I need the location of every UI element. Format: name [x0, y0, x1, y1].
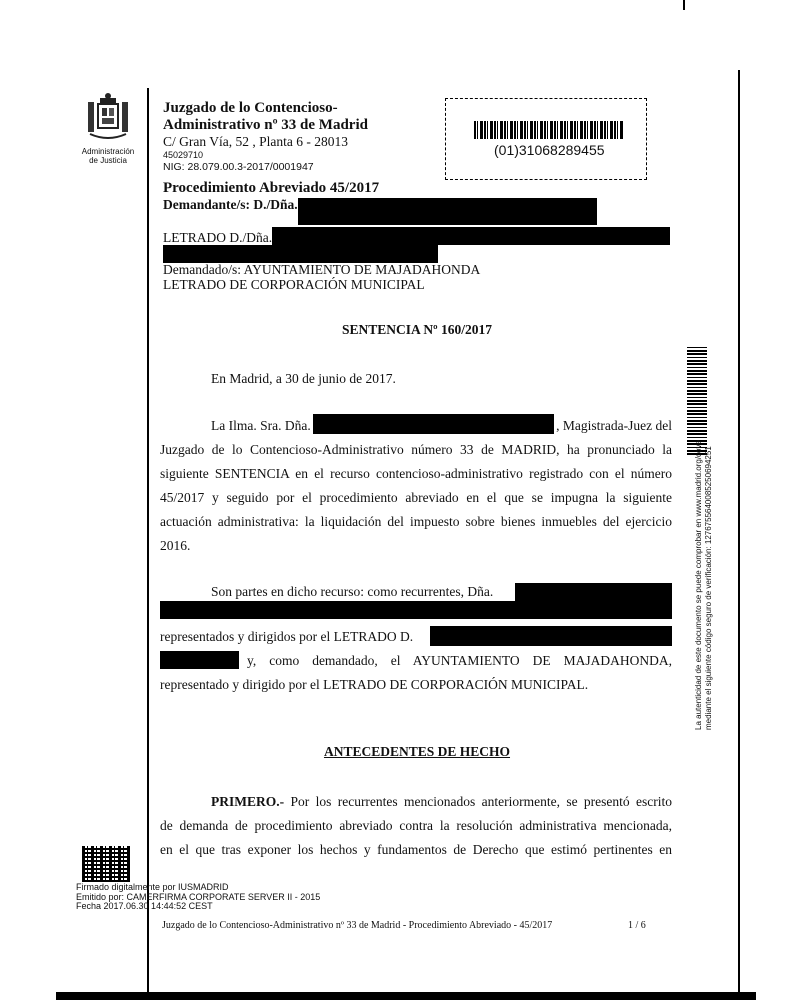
redaction-lawyer-name-2: [163, 245, 438, 263]
footer-text: Juzgado de lo Contencioso-Administrativo nº 33 de Madrid - Procedimiento Abreviado - 45/2017: [162, 920, 553, 931]
redaction-judge-name: [313, 414, 554, 434]
coat-of-arms-logo: [80, 92, 136, 164]
redaction-appellant-name-2: [160, 601, 672, 619]
logo-caption-line2: de Justicia: [89, 156, 127, 165]
nig-number: NIG: 28.079.00.3-2017/0001947: [163, 161, 314, 173]
court-address: C/ Gran Vía, 52 , Planta 6 - 28013: [163, 134, 348, 149]
para1-line6: 2016.: [160, 538, 191, 553]
plaintiff-label: Demandante/s: D./Dña.: [163, 197, 298, 212]
crest-icon: [80, 92, 136, 142]
para3-line2: de demanda de procedimiento abreviado contra la resolución administrativa mencionada,: [160, 818, 672, 833]
redaction-appellant-name-1: [515, 583, 672, 603]
para3-line1-text: Por los recurrentes mencionados anteriormente, se presentó escrito: [284, 794, 672, 809]
procedure-number: Procedimiento Abreviado 45/2017: [163, 180, 380, 196]
barcode-box: [445, 98, 647, 180]
barcode-number: (01)31068289455: [494, 142, 605, 158]
redaction-appellant-lawyer-2: [160, 651, 239, 669]
para1-after-redact: , Magistrada-Juez del: [556, 418, 672, 433]
digital-signature-stamp: [76, 883, 320, 912]
top-edge-mark: [683, 0, 685, 10]
court-header: [163, 100, 463, 174]
redaction-plaintiff-name: [298, 198, 597, 225]
signature-line1: Firmado digitalmente por IUSMADRID: [76, 882, 229, 892]
redaction-appellant-lawyer-1: [430, 626, 672, 646]
bottom-scan-bar: [56, 992, 756, 1000]
redaction-lawyer-name-1: [272, 227, 670, 245]
section-title-antecedentes: ANTECEDENTES DE HECHO: [323, 744, 511, 759]
para2-line3: representados y dirigidos por el LETRADO D.: [160, 629, 414, 644]
para1-line4: 45/2017 y seguido por el procedimiento abreviado en el que se impugna la siguiente: [160, 490, 672, 505]
para3-lead: PRIMERO.-: [211, 794, 285, 809]
side-verification-line2: mediante el siguiente código seguro de verificación: 1276755640085250694251: [704, 446, 713, 730]
side-verification-line1: La autenticidad de este documento se puede comprobar en www.madrid.org/cove: [694, 440, 703, 730]
defendant-label: Demandado/s: AYUNTAMIENTO DE MAJADAHONDA: [163, 262, 481, 277]
page-number: 1 / 6: [628, 920, 646, 931]
signature-line3: Fecha 2017.06.30 14:44:52 CEST: [76, 901, 213, 911]
lawyer-label: LETRADO D./Dña.: [163, 230, 273, 245]
para1-line5: actuación administrativa: la liquidación del impuesto sobre bienes inmuebles del ejercicio: [160, 514, 672, 529]
left-margin-rule: [147, 88, 149, 1000]
page-footer: [162, 920, 552, 931]
para1-line2: Juzgado de lo Contencioso-Administrativo número 33 de MADRID, ha pronunciado la: [160, 442, 672, 457]
logo-caption-line1: Administración: [81, 147, 135, 156]
qr-code-icon: [82, 846, 130, 882]
side-verification-text: [694, 440, 714, 730]
para2-line5: representado y dirigido por el LETRADO DE CORPORACIÓN MUNICIPAL.: [160, 677, 589, 692]
para2-line1: Son partes en dicho recurso: como recurrentes, Dña.: [211, 584, 494, 599]
para1-line3: siguiente SENTENCIA en el recurso contencioso-administrativo registrado con el número: [160, 466, 672, 481]
court-name-line1: Juzgado de lo Contencioso-: [163, 100, 338, 116]
barcode-icon: [474, 121, 624, 139]
side-barcode-icon: [687, 345, 707, 455]
para2-line4: y, como demandado, el AYUNTAMIENTO DE MAJADAHONDA,: [247, 653, 672, 668]
sentence-title: SENTENCIA Nº 160/2017: [342, 322, 492, 337]
court-name-line2: Administrativo nº 33 de Madrid: [163, 117, 368, 133]
para3-line3: en el que tras exponer los hechos y fundamentos de Derecho que estimó pertinentes en: [160, 842, 672, 857]
defendant-lawyer: LETRADO DE CORPORACIÓN MUNICIPAL: [163, 277, 425, 292]
date-line: En Madrid, a 30 de junio de 2017.: [211, 371, 396, 386]
para3-line1: [211, 790, 672, 815]
para1-start: La Ilma. Sra. Dña.: [211, 418, 311, 433]
court-code: 45029710: [163, 150, 204, 160]
right-margin-rule: [738, 70, 740, 1000]
signature-line2: Emitido por: CAMERFIRMA CORPORATE SERVER II - 2015: [76, 891, 321, 902]
